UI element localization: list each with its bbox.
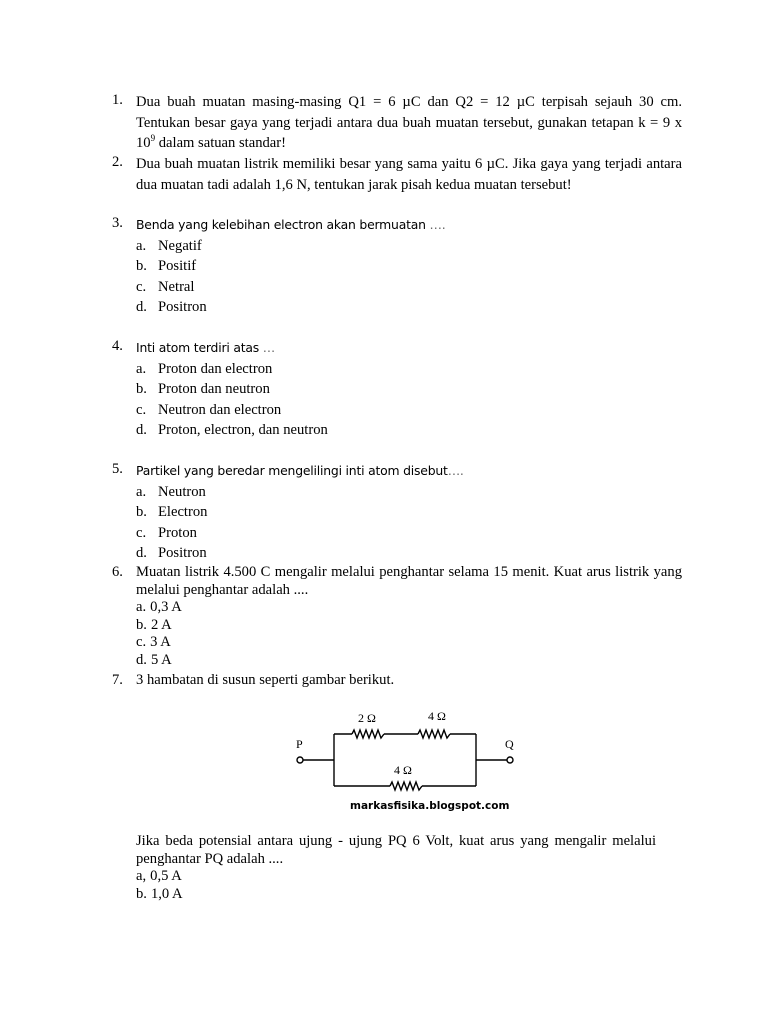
option-a xyxy=(136,236,682,257)
option-text: 5 A xyxy=(150,651,172,668)
option-text: Netral xyxy=(158,278,195,295)
option-letter: a. xyxy=(136,237,147,254)
label-p: P xyxy=(296,737,303,751)
option-d xyxy=(136,543,682,564)
option-text: Positron xyxy=(158,299,207,315)
question-7 xyxy=(112,672,682,690)
question-number: 3. xyxy=(112,215,123,231)
option-letter: a. xyxy=(136,483,147,500)
option-d xyxy=(136,652,682,670)
label-r3: 4 Ω xyxy=(394,763,412,777)
question-text-main: Dua buah muatan masing-masing Q1 = 6 µC dan Q2 = 12 µC terpisah sejauh 30 cm. Tentukan besar gaya yang terjadi antara dua buah muatan tersebut, gunakan tetapan k = 9 x 10 xyxy=(136,94,682,151)
question-number: 1. xyxy=(112,92,123,108)
question-text xyxy=(136,338,682,359)
option-text: 0,3 A xyxy=(150,599,182,615)
option-c xyxy=(136,400,682,421)
options xyxy=(136,236,682,318)
option-text: Positif xyxy=(158,258,197,274)
option-text: Electron xyxy=(158,504,208,520)
option-letter: b. xyxy=(136,504,147,520)
option-text: 2 A xyxy=(150,616,172,633)
label-q: Q xyxy=(505,737,514,751)
option-text: Proton dan electron xyxy=(158,360,273,377)
resistor-2-ohm xyxy=(352,730,384,738)
question-text: 3 hambatan di susun seperti gambar berikut. xyxy=(136,672,395,688)
question-1 xyxy=(112,92,682,154)
option-letter: b. xyxy=(136,616,147,633)
option-letter: c. xyxy=(136,634,147,650)
option-d xyxy=(136,420,682,441)
option-letter: b. xyxy=(136,381,147,397)
question-number: 2. xyxy=(112,154,123,170)
option-text: Proton dan neutron xyxy=(158,381,270,397)
option-letter: a. xyxy=(136,360,147,377)
option-letter: a, xyxy=(136,868,147,884)
option-letter: d. xyxy=(136,422,147,438)
option-letter: d. xyxy=(136,545,147,561)
option-a xyxy=(136,359,682,380)
source-watermark: markasfisika.blogspot.com xyxy=(350,800,510,812)
option-text: 3 A xyxy=(150,634,171,650)
terminal-q xyxy=(507,757,513,763)
option-letter: d. xyxy=(136,299,147,315)
option-letter: d. xyxy=(136,651,147,668)
question-2 xyxy=(112,154,682,195)
question-text: Muatan listrik 4.500 C mengalir melalui penghantar selama 15 menit. Kuat arus listrik yang melalui penghantar adalah .... xyxy=(136,564,682,598)
question-stem: Inti atom terdiri atas xyxy=(136,340,260,355)
question-3 xyxy=(112,215,682,318)
question-text: Dua buah muatan listrik memiliki besar yang sama yaitu 6 µC. Jika gaya yang terjadi antara dua muatan tadi adalah 1,6 N, tentukan jarak pisah kedua muatan tersebut! xyxy=(136,156,682,193)
option-letter: a. xyxy=(136,599,147,615)
options xyxy=(136,599,682,669)
option-c xyxy=(136,523,682,544)
question-stem: Benda yang kelebihan electron akan bermuatan xyxy=(136,217,426,232)
option-d xyxy=(136,297,682,318)
option-text: Proton xyxy=(158,524,197,541)
options xyxy=(136,359,682,441)
ellipsis: … xyxy=(259,340,275,355)
question-text xyxy=(136,92,682,154)
options xyxy=(136,868,656,903)
ellipsis: …. xyxy=(447,463,464,478)
question-text xyxy=(136,215,682,236)
question-text: Jika beda potensial antara ujung - ujung PQ 6 Volt, kuat arus yang mengalir melalui penghantar PQ adalah .... xyxy=(136,833,656,867)
question-number: 5. xyxy=(112,461,123,477)
question-number: 6. xyxy=(112,564,123,580)
option-letter: c. xyxy=(136,278,147,295)
question-number: 7. xyxy=(112,672,123,688)
option-a xyxy=(136,868,656,886)
option-b xyxy=(136,502,682,523)
option-b xyxy=(136,379,682,400)
option-letter: b. xyxy=(136,258,147,274)
option-text: Neutron xyxy=(158,483,206,500)
option-letter: c. xyxy=(136,524,147,541)
option-letter: b. xyxy=(136,885,147,902)
label-r2: 4 Ω xyxy=(428,709,446,723)
option-text: Positron xyxy=(158,545,207,561)
option-text: 1,0 A xyxy=(150,885,183,902)
question-4 xyxy=(112,338,682,441)
resistor-4-ohm-bottom xyxy=(390,782,422,790)
option-text: Neutron dan electron xyxy=(158,401,282,418)
question-5 xyxy=(112,461,682,564)
label-r1: 2 Ω xyxy=(358,711,376,725)
question-text xyxy=(136,461,682,482)
option-c xyxy=(136,277,682,298)
option-a xyxy=(136,482,682,503)
option-b xyxy=(136,617,682,635)
question-stem: Partikel yang beredar mengelilingi inti atom disebut xyxy=(136,463,448,478)
ellipsis: …. xyxy=(425,217,446,232)
option-a xyxy=(136,599,682,617)
option-b xyxy=(136,886,656,904)
question-7-continuation xyxy=(136,833,656,903)
question-6 xyxy=(112,564,682,669)
option-letter: c. xyxy=(136,401,147,418)
terminal-p xyxy=(297,757,303,763)
question-text-tail: dalam satuan standar! xyxy=(155,135,286,151)
exponent: 9 xyxy=(150,133,156,143)
option-text: 0,5 A xyxy=(150,868,182,884)
option-text: Negatif xyxy=(158,237,202,254)
circuit-diagram xyxy=(290,702,530,814)
options xyxy=(136,482,682,564)
question-number: 4. xyxy=(112,338,123,354)
option-c xyxy=(136,634,682,652)
option-b xyxy=(136,256,682,277)
resistor-4-ohm-top xyxy=(418,730,450,738)
option-text: Proton, electron, dan neutron xyxy=(158,422,328,438)
